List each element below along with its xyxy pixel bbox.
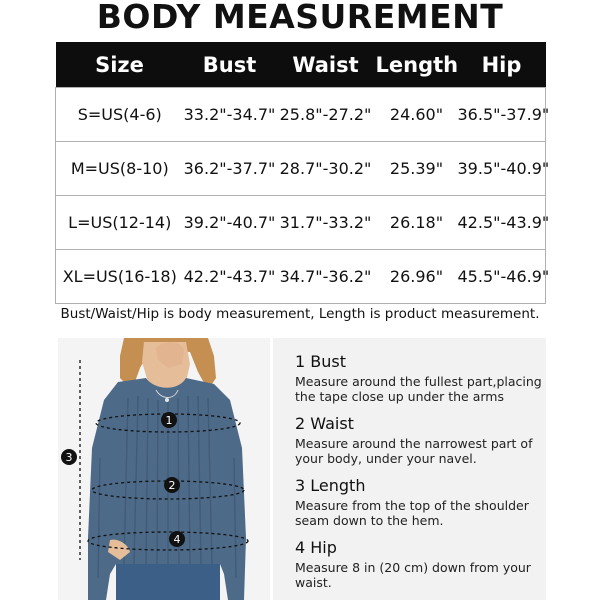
instruction-bust — [295, 352, 545, 404]
header-bust: Bust — [184, 42, 276, 88]
waist-cell: 25.8"-27.2" — [276, 88, 376, 142]
measurement-diagram — [58, 338, 270, 600]
instruction-desc: Measure from the top of the shoulder seam down to the hem. — [295, 498, 529, 528]
size-cell: M=US(8-10) — [56, 142, 184, 196]
bust-cell: 36.2"-37.7" — [184, 142, 276, 196]
hip-cell: 42.5"-43.9" — [458, 196, 546, 250]
svg-text:2: 2 — [168, 479, 176, 492]
hip-cell: 36.5"-37.9" — [458, 88, 546, 142]
svg-text:4: 4 — [173, 533, 181, 546]
instruction-title: 3 Length — [295, 476, 366, 495]
marker-hip — [169, 531, 185, 547]
length-cell: 25.39" — [376, 142, 458, 196]
bust-cell: 39.2"-40.7" — [184, 196, 276, 250]
instruction-waist — [295, 414, 545, 466]
size-chart-table — [55, 42, 550, 304]
bust-cell: 33.2"-34.7" — [184, 88, 276, 142]
size-cell: L=US(12-14) — [56, 196, 184, 250]
length-cell: 24.60" — [376, 88, 458, 142]
instruction-desc: Measure around the fullest part,placing the tape close up under the arms — [295, 374, 542, 404]
table-row — [56, 196, 546, 250]
bust-cell: 42.2"-43.7" — [184, 250, 276, 304]
table-row — [56, 250, 546, 304]
header-size: Size — [56, 42, 184, 88]
marker-waist — [164, 477, 180, 493]
header-length: Length — [376, 42, 458, 88]
size-cell: XL=US(16-18) — [56, 250, 184, 304]
svg-text:1: 1 — [165, 414, 173, 427]
hip-cell: 39.5"-40.9" — [458, 142, 546, 196]
header-hip: Hip — [458, 42, 546, 88]
instruction-title: 4 Hip — [295, 538, 337, 557]
svg-text:3: 3 — [65, 451, 73, 464]
instruction-title: 2 Waist — [295, 414, 354, 433]
length-cell: 26.18" — [376, 196, 458, 250]
instruction-title: 1 Bust — [295, 352, 346, 371]
length-cell: 26.96" — [376, 250, 458, 304]
instruction-length — [295, 476, 545, 528]
waist-cell: 31.7"-33.2" — [276, 196, 376, 250]
waist-cell: 34.7"-36.2" — [276, 250, 376, 304]
size-cell: S=US(4-6) — [56, 88, 184, 142]
waist-cell: 28.7"-30.2" — [276, 142, 376, 196]
table-header-row — [56, 42, 546, 88]
instruction-desc: Measure around the narrowest part of your body, under your navel. — [295, 436, 533, 466]
table-row — [56, 142, 546, 196]
model-jeans — [116, 564, 220, 600]
measurement-note: Bust/Waist/Hip is body measurement, Length is product measurement. — [60, 306, 540, 322]
hip-cell: 45.5"-46.9" — [458, 250, 546, 304]
measurement-instructions — [273, 338, 546, 600]
marker-length — [61, 449, 77, 465]
marker-bust — [161, 412, 177, 428]
instruction-desc: Measure 8 in (20 cm) down from your waist. — [295, 560, 531, 590]
page-title: BODY MEASUREMENT — [96, 0, 504, 36]
instruction-hip — [295, 538, 545, 590]
table-row — [56, 88, 546, 142]
header-waist: Waist — [276, 42, 376, 88]
